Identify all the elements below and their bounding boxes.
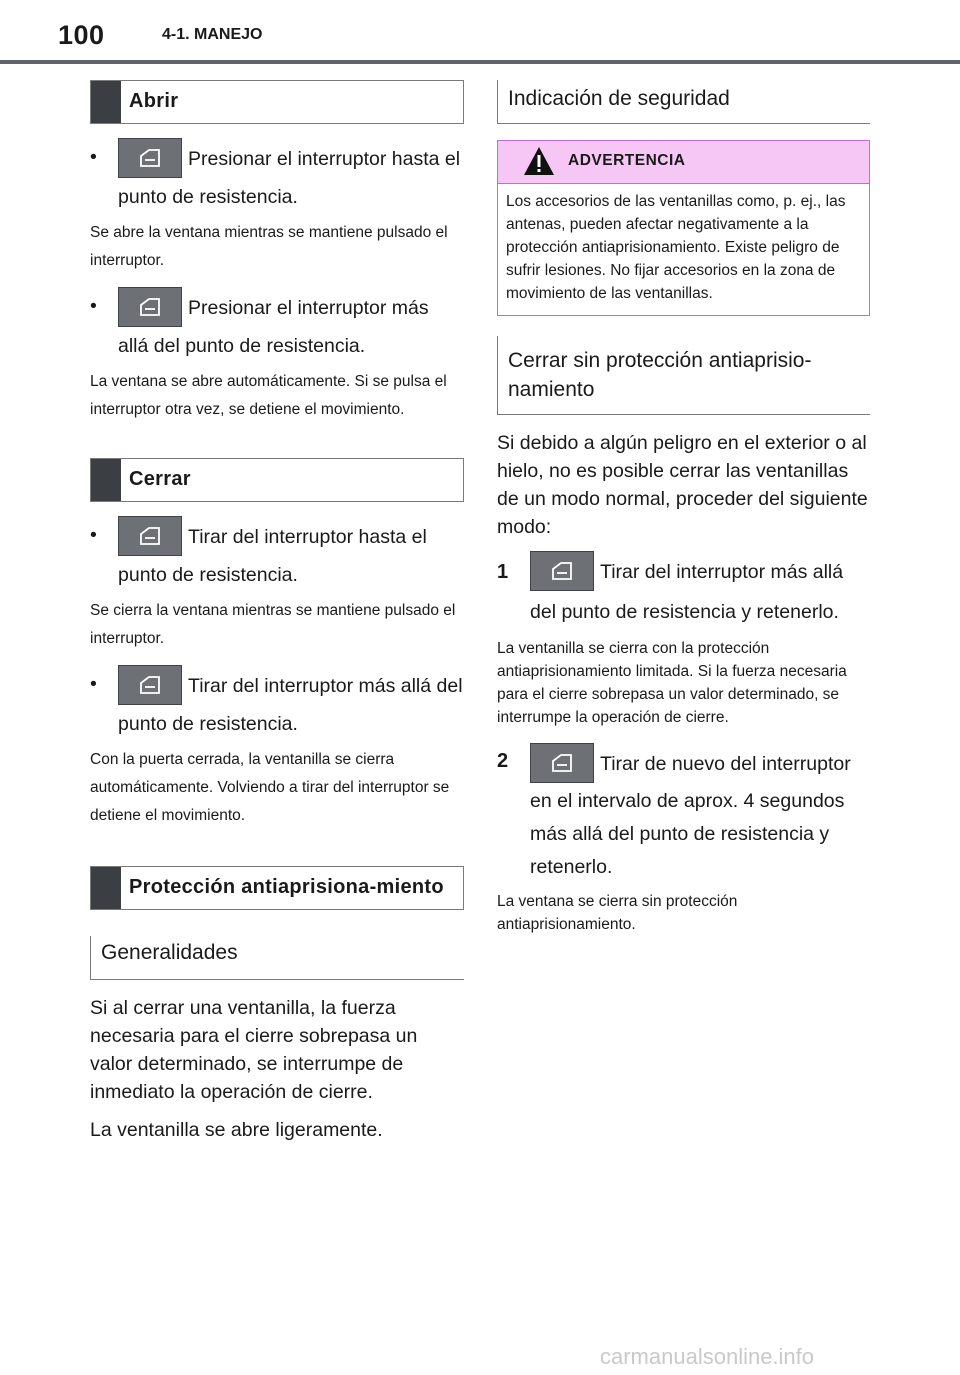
bullet-dot: •: [90, 673, 97, 695]
subsection-title-generalidades: Generalidades: [90, 936, 464, 980]
section-title-abrir: [90, 80, 464, 124]
page-header: [0, 0, 960, 64]
window-switch-icon: [530, 743, 594, 783]
list-item: [90, 667, 464, 742]
bullet-text: Presionar el interruptor hasta el punto de resistencia.: [118, 148, 461, 208]
section-title-text: Cerrar: [129, 468, 191, 490]
bullet-text: Presionar el interruptor más allá del punto de resistencia.: [118, 297, 429, 357]
chapter-title: 4-1. MANEJO: [162, 26, 263, 43]
subsection-title-cerrar-sin: Cerrar sin protección antiaprisio-namiento: [497, 336, 870, 415]
page-number: 100: [58, 20, 105, 50]
warning-triangle-icon: [522, 145, 556, 182]
bullet-dot: •: [90, 295, 97, 317]
note-text: La ventanilla se cierra con la protección antiaprisionamiento limitada. Si la fuerza necesaria para el cierre sobrepasa un valor determinado, se interrumpe la operación de cierre.: [497, 640, 847, 726]
window-switch-icon: [530, 551, 594, 591]
paragraph: La ventanilla se abre ligeramente.: [90, 1119, 383, 1141]
section-title-text: Protección antiaprisiona-miento: [129, 876, 444, 898]
list-item: [90, 140, 464, 215]
step-number: 1: [497, 561, 509, 583]
list-item: [90, 289, 464, 364]
bullet-text: Tirar del interruptor hasta el punto de resistencia.: [118, 526, 427, 586]
window-switch-icon: [118, 287, 182, 327]
note-text: Se abre la ventana mientras se mantiene pulsado el interruptor.: [90, 224, 448, 269]
step-text: Tirar del interruptor más allá del punto de resistencia y retenerlo.: [530, 561, 844, 623]
note-text: Se cierra la ventana mientras se mantiene pulsado el interruptor.: [90, 602, 456, 647]
note-text: La ventana se cierra sin protección antiaprisionamiento.: [497, 893, 738, 933]
section-title-bar: [91, 81, 121, 123]
section-title-bar: [91, 459, 121, 501]
warning-box: [497, 140, 870, 316]
section-title-proteccion: [90, 866, 464, 910]
step-text: Tirar de nuevo del interruptor en el intervalo de aprox. 4 segundos más allá del punto de resistencia y retenerlo.: [530, 753, 851, 878]
section-title-bar: [91, 867, 121, 909]
left-column: [90, 80, 464, 1154]
subsection-title-seguridad: Indicación de seguridad: [497, 80, 870, 124]
section-title-cerrar: [90, 458, 464, 502]
bullet-dot: •: [90, 146, 97, 168]
paragraph: Si debido a algún peligro en el exterior o al hielo, no es posible cerrar las ventanillas de un modo normal, proceder del siguiente modo:: [497, 432, 868, 538]
section-title-text: Abrir: [129, 90, 179, 112]
bullet-text: Tirar del interruptor más allá del punto de resistencia.: [118, 675, 463, 735]
note-text: Con la puerta cerrada, la ventanilla se cierra automáticamente. Volviendo a tirar del interruptor se detiene el movimiento.: [90, 751, 450, 824]
list-item: [497, 745, 870, 884]
window-switch-icon: [118, 138, 182, 178]
window-switch-icon: [118, 665, 182, 705]
step-number: 2: [497, 750, 509, 772]
window-switch-icon: [118, 516, 182, 556]
warning-header: [498, 141, 869, 184]
list-item: [497, 553, 870, 631]
paragraph: Si al cerrar una ventanilla, la fuerza necesaria para el cierre sobrepasa un valor determinado, se interrumpe de inmediato la operación de cierre.: [90, 997, 418, 1103]
watermark: carmanualsonline.info: [600, 1344, 815, 1369]
warning-text: Los accesorios de las ventanillas como, p. ej., las antenas, pueden afectar negativamente a la protección antiaprisionamiento. Existe peligro de sufrir lesiones. No fijar accesorios en la zona de movimiento de las ventanillas.: [506, 193, 846, 302]
note-text: La ventana se abre automáticamente. Si se pulsa el interruptor otra vez, se detiene el movimiento.: [90, 373, 447, 418]
warning-label: ADVERTENCIA: [568, 152, 686, 169]
bullet-dot: •: [90, 524, 97, 546]
list-item: [90, 518, 464, 593]
right-column: [497, 80, 870, 952]
header-rule: [0, 60, 960, 64]
